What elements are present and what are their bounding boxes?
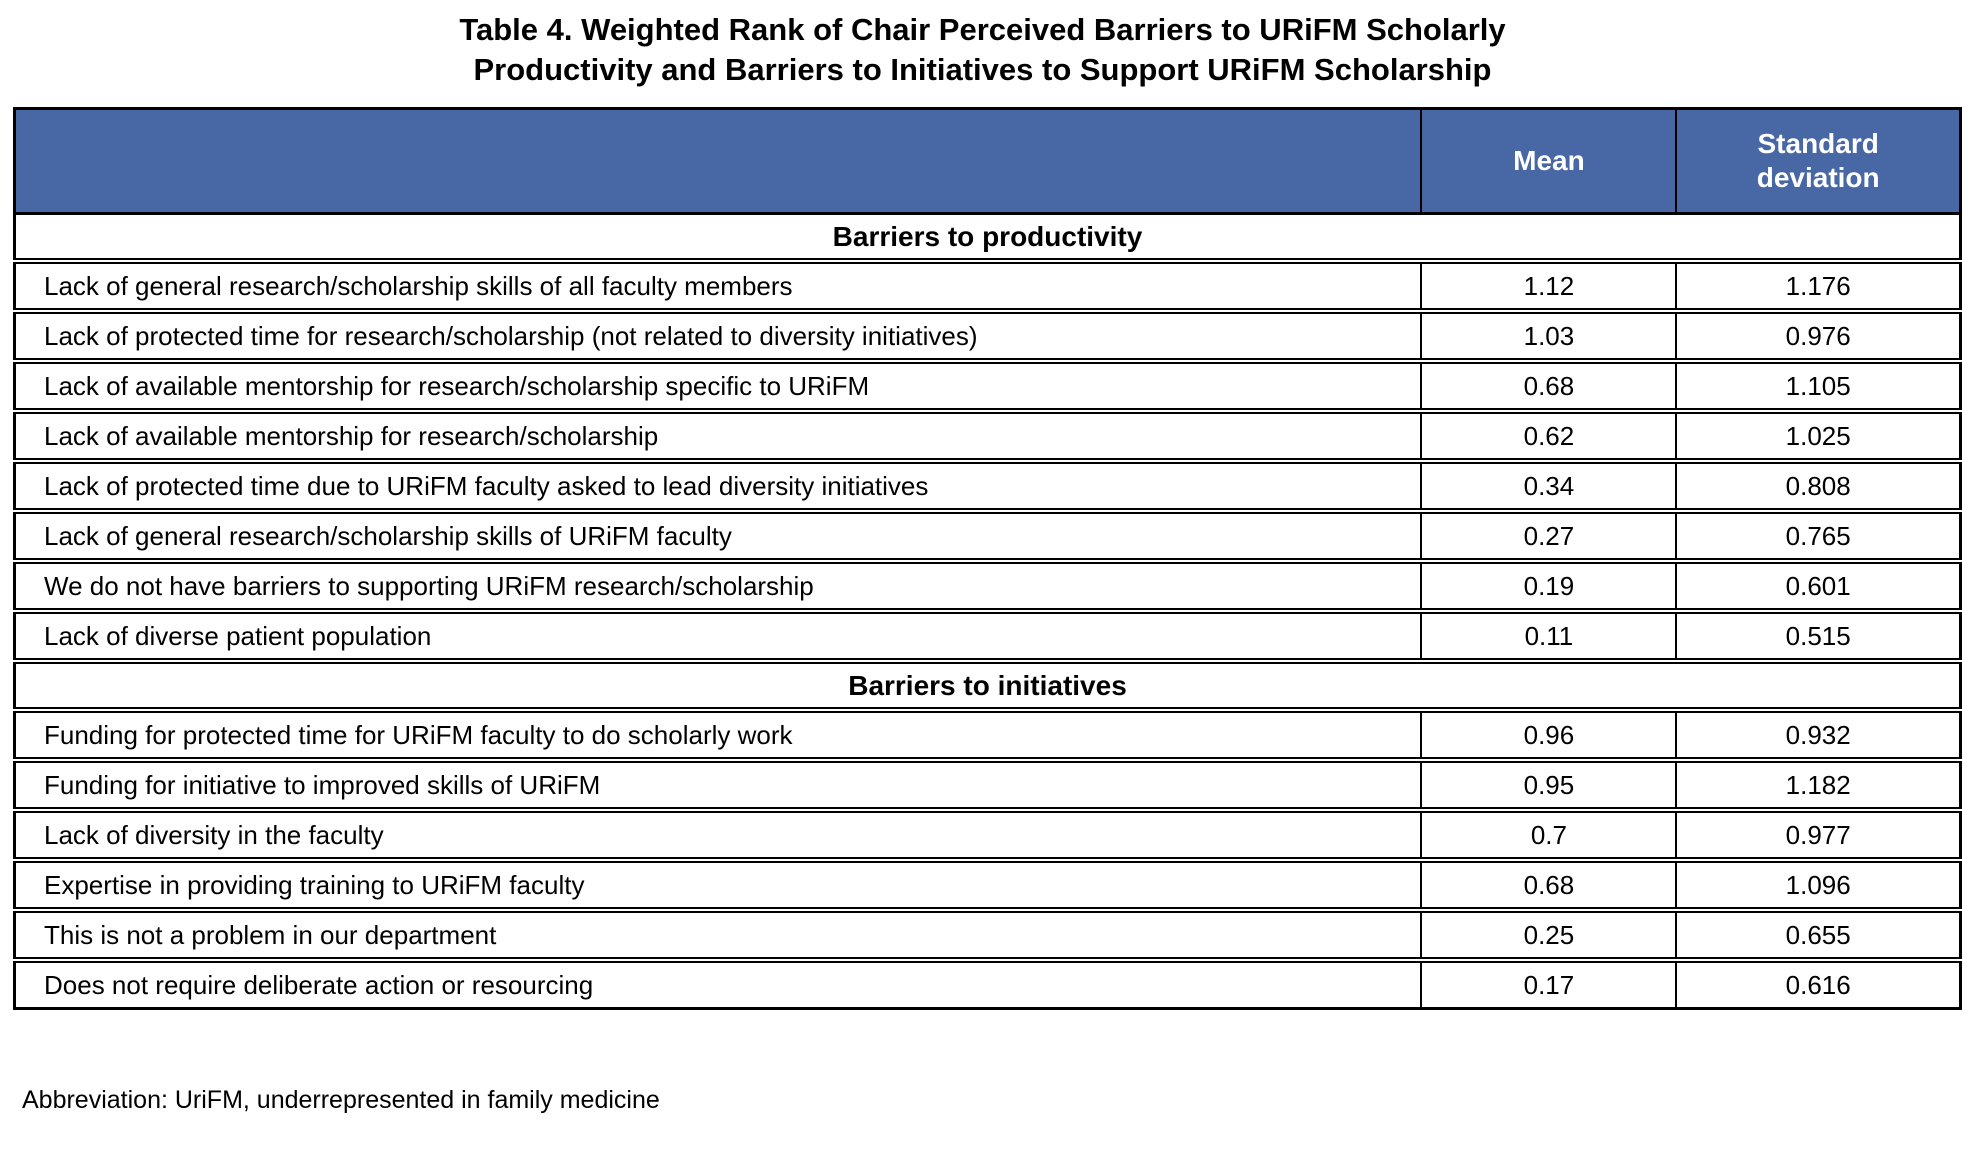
row-label: Expertise in providing training to URiFM faculty: [15, 860, 1422, 910]
sd-value: 0.765: [1676, 511, 1960, 561]
mean-value: 0.19: [1421, 561, 1676, 611]
mean-value: 0.25: [1421, 910, 1676, 960]
table-row: [15, 261, 1961, 311]
sd-value: 0.808: [1676, 461, 1960, 511]
sd-value: 0.977: [1676, 810, 1960, 860]
sd-value: 0.976: [1676, 311, 1960, 361]
table-row: [15, 710, 1961, 760]
mean-value: 0.62: [1421, 411, 1676, 461]
mean-value: 0.34: [1421, 461, 1676, 511]
row-label: This is not a problem in our department: [15, 910, 1422, 960]
mean-value: 0.95: [1421, 760, 1676, 810]
mean-value: 0.11: [1421, 611, 1676, 661]
table-row: [15, 361, 1961, 411]
row-label: Lack of available mentorship for research/scholarship specific to URiFM: [15, 361, 1422, 411]
row-label: Lack of available mentorship for research/scholarship: [15, 411, 1422, 461]
table-row: [15, 960, 1961, 1009]
mean-value: 1.12: [1421, 261, 1676, 311]
table-row: [15, 561, 1961, 611]
mean-value: 0.68: [1421, 361, 1676, 411]
table-row: [15, 611, 1961, 661]
barriers-table: [13, 107, 1962, 1010]
sd-value: 1.025: [1676, 411, 1960, 461]
empty-header-cell: [15, 109, 1422, 214]
mean-value: 1.03: [1421, 311, 1676, 361]
sd-value: 0.655: [1676, 910, 1960, 960]
table-row: [15, 511, 1961, 561]
header-row: [15, 109, 1961, 214]
mean-column-header: Mean: [1421, 109, 1676, 214]
sd-value: 0.515: [1676, 611, 1960, 661]
table-row: [15, 311, 1961, 361]
mean-value: 0.68: [1421, 860, 1676, 910]
mean-value: 0.96: [1421, 710, 1676, 760]
table-title-line-1: Table 4. Weighted Rank of Chair Perceived Barriers to URiFM Scholarly: [459, 12, 1506, 47]
sd-column-header: Standard deviation: [1676, 109, 1960, 214]
row-label: Lack of diversity in the faculty: [15, 810, 1422, 860]
sd-value: 1.105: [1676, 361, 1960, 411]
table-row: [15, 860, 1961, 910]
abbreviation-note: Abbreviation: UriFM, underrepresented in family medicine: [22, 1086, 660, 1114]
sd-value: 1.182: [1676, 760, 1960, 810]
row-label: Lack of protected time for research/scholarship (not related to diversity initiatives): [15, 311, 1422, 361]
mean-value: 0.7: [1421, 810, 1676, 860]
section-header-initiatives: [15, 661, 1961, 710]
sd-value: 0.932: [1676, 710, 1960, 760]
row-label: Does not require deliberate action or resourcing: [15, 960, 1422, 1009]
sd-value: 0.616: [1676, 960, 1960, 1009]
table-row: [15, 760, 1961, 810]
table-title-line-2: Productivity and Barriers to Initiatives to Support URiFM Scholarship: [473, 52, 1492, 87]
row-label: Funding for initiative to improved skills of URiFM: [15, 760, 1422, 810]
sd-value: 1.096: [1676, 860, 1960, 910]
table-title: [0, 10, 1965, 90]
mean-value: 0.27: [1421, 511, 1676, 561]
row-label: Lack of protected time due to URiFM faculty asked to lead diversity initiatives: [15, 461, 1422, 511]
row-label: Lack of general research/scholarship skills of all faculty members: [15, 261, 1422, 311]
row-label: We do not have barriers to supporting URiFM research/scholarship: [15, 561, 1422, 611]
row-label: Lack of diverse patient population: [15, 611, 1422, 661]
row-label: Funding for protected time for URiFM faculty to do scholarly work: [15, 710, 1422, 760]
section-header-label: Barriers to initiatives: [15, 661, 1961, 710]
table-row: [15, 461, 1961, 511]
table-row: [15, 810, 1961, 860]
table-row: [15, 910, 1961, 960]
sd-value: 0.601: [1676, 561, 1960, 611]
sd-value: 1.176: [1676, 261, 1960, 311]
mean-value: 0.17: [1421, 960, 1676, 1009]
table-row: [15, 411, 1961, 461]
row-label: Lack of general research/scholarship skills of URiFM faculty: [15, 511, 1422, 561]
section-header-label: Barriers to productivity: [15, 214, 1961, 262]
section-header-productivity: [15, 214, 1961, 262]
